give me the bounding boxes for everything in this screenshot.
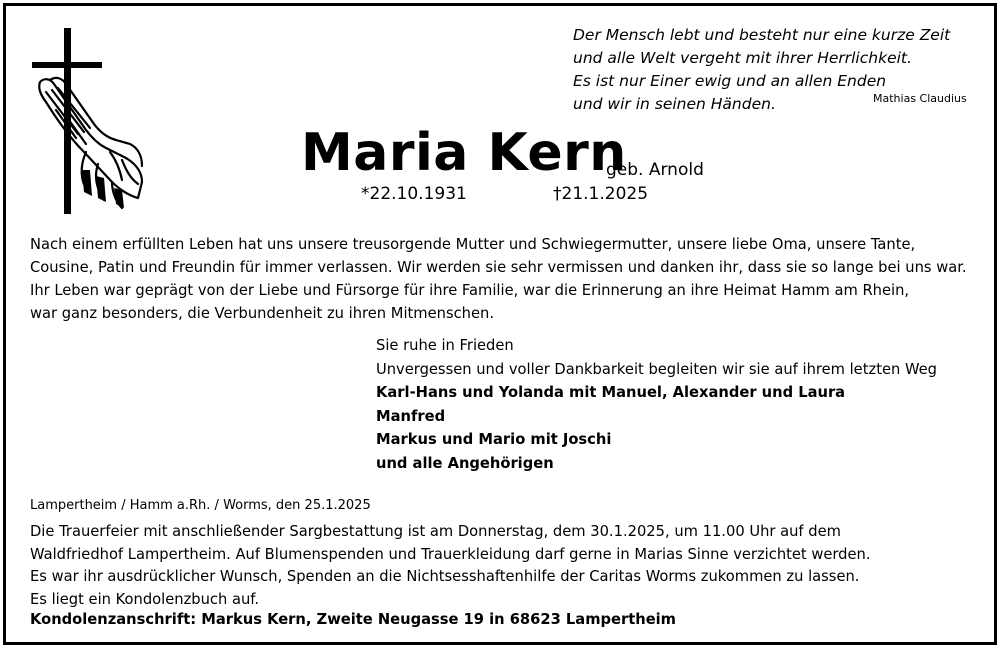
mourner-line: Manfred [376, 407, 446, 425]
notice-line: Es liegt ein Kondolenzbuch auf. [30, 590, 260, 608]
mourner-line: und alle Angehörigen [376, 454, 554, 472]
cross-with-praying-hands-icon [26, 20, 156, 218]
obituary-text [30, 233, 990, 325]
maiden-name: geb. Arnold [606, 160, 704, 180]
mourner-line: Markus und Mario mit Joschi [376, 431, 612, 448]
quote-author: Mathias Claudius [873, 92, 967, 105]
quote-line: Es ist nur Einer ewig und an allen Enden [573, 72, 887, 90]
funeral-notice [30, 521, 990, 611]
notice-line: Die Trauerfeier mit anschließender Sargbestattung ist am Donnerstag, dem 30.1.2025, um 11.00 Uhr auf dem [30, 523, 841, 540]
text-line: Ihr Leben war geprägt von der Liebe und Fürsorge für ihre Familie, war die Erinnerung an ihre Heimat Hamm am Rhein, [30, 282, 910, 299]
farewell-block [376, 334, 986, 475]
birth-date: *22.10.1931 [361, 184, 467, 204]
text-line: Cousine, Patin und Freundin für immer verlassen. Wir werden sie sehr vermissen und danken ihr, dass sie so lange bei uns war. [30, 259, 967, 276]
notice-line: Waldfriedhof Lampertheim. Auf Blumenspenden und Trauerkleidung darf gerne in Marias Sinne verzichtet werden. [30, 545, 871, 563]
notice-line: Es war ihr ausdrücklicher Wunsch, Spenden an die Nichtsesshaftenhilfe der Caritas Worms zukommen zu lassen. [30, 568, 860, 585]
quote-line: und alle Welt vergeht mit ihrer Herrlichkeit. [573, 49, 912, 67]
death-date: †21.1.2025 [553, 184, 649, 204]
obituary-notice [3, 3, 997, 645]
mourner-line: Karl-Hans und Yolanda mit Manuel, Alexander und Laura [376, 384, 846, 401]
condolence-address: Kondolenzanschrift: Markus Kern, Zweite Neugasse 19 in 68623 Lampertheim [30, 611, 676, 628]
text-line: Nach einem erfüllten Leben hat uns unsere treusorgende Mutter und Schwiegermutter, unsere liebe Oma, unsere Tante, [30, 236, 916, 253]
farewell-line: Sie ruhe in Frieden [376, 337, 514, 354]
farewell-line: Unvergessen und voller Dankbarkeit begleiten wir sie auf ihrem letzten Weg [376, 360, 937, 378]
quote-line: Der Mensch lebt und besteht nur eine kurze Zeit [573, 26, 951, 44]
text-line: war ganz besonders, die Verbundenheit zu ihren Mitmenschen. [30, 305, 494, 322]
quote-line: und wir in seinen Händen. [573, 95, 776, 113]
deceased-name: Maria Kern [301, 123, 627, 183]
place-date: Lampertheim / Hamm a.Rh. / Worms, den 25.1.2025 [30, 498, 371, 513]
